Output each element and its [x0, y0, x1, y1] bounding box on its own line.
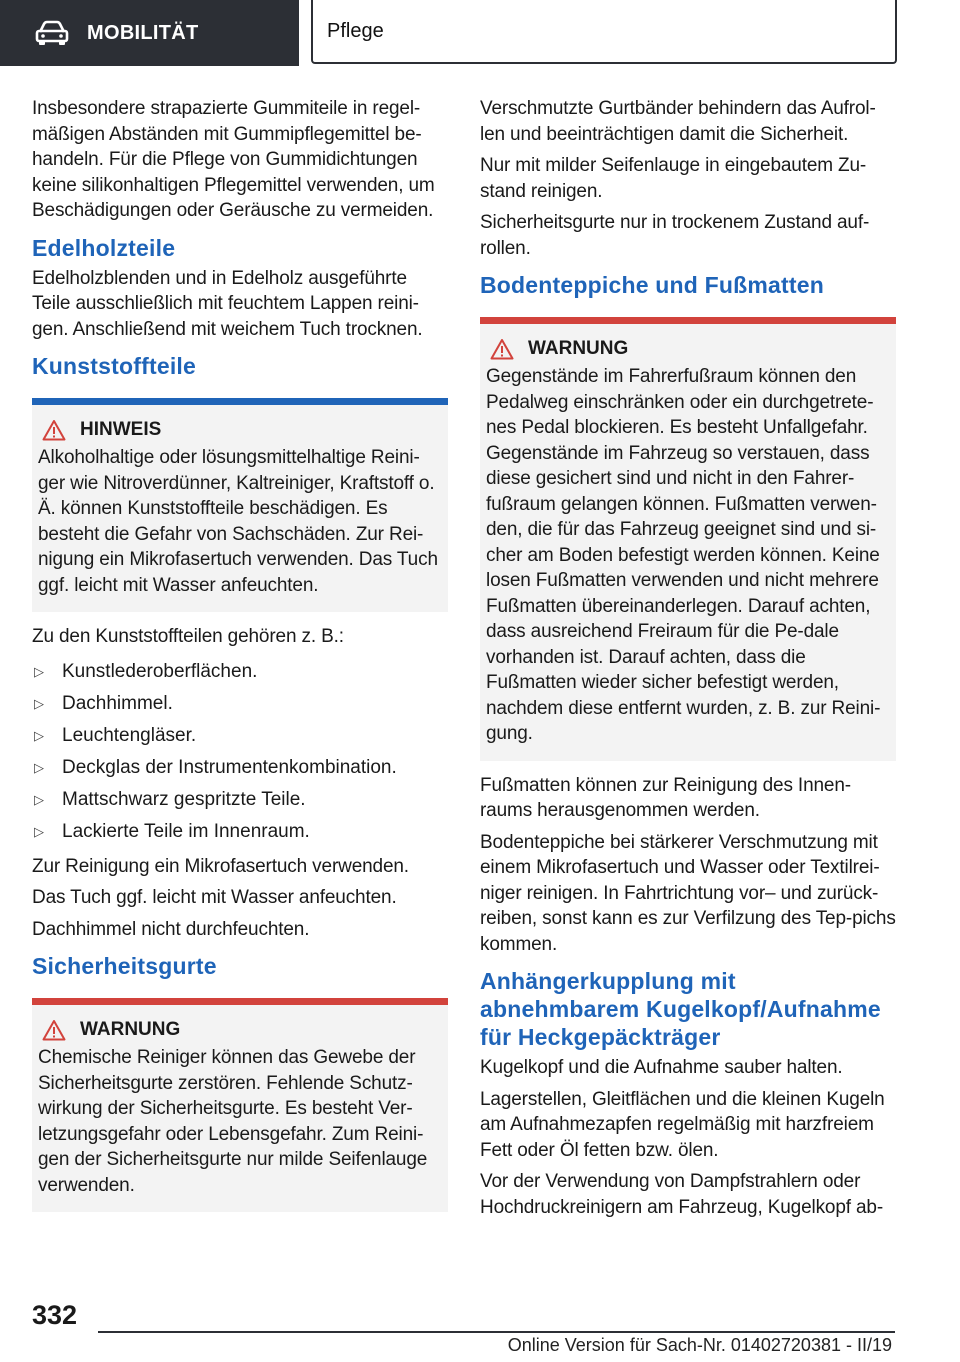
- hinweis-title: HINWEIS: [80, 419, 162, 440]
- kunst-paragraph-2: Das Tuch ggf. leicht mit Wasser anfeuchten.: [32, 887, 397, 908]
- left-column: [32, 96, 448, 1218]
- kunst-paragraph-3: Dachhimmel nicht durchfeuchten.: [32, 918, 310, 940]
- warning-triangle-icon: [42, 419, 66, 441]
- intro-paragraph: Insbesondere strapazierte Gummiteile in regel-mäßigen Abständen mit Gummipflegemittel be-handeln. Für die Pflege von Gummidichtungen keine silikonhaltigen Pflegemittel verwenden, um Beschädigungen oder Geräusche zu vermeiden.: [32, 98, 435, 221]
- triangle-bullet-icon: ▷: [34, 759, 44, 775]
- list-item: ▷ Leuchtengläser.: [32, 720, 448, 752]
- triangle-bullet-icon: ▷: [34, 823, 44, 839]
- warning-triangle-icon: [42, 1019, 66, 1041]
- gurte-warning-title: WARNUNG: [80, 1019, 181, 1040]
- section-title: Pflege: [327, 19, 384, 42]
- gurte-paragraph-3: Sicherheitsgurte nur in trockenem Zustand auf-rollen.: [480, 212, 870, 259]
- list-item: ▷ Deckglas der Instrumentenkombination.: [32, 752, 448, 784]
- boden-warning-title: WARNUNG: [528, 338, 629, 359]
- list-item: ▷ Lackierte Teile im Innenraum.: [32, 816, 448, 848]
- triangle-bullet-icon: ▷: [34, 695, 44, 711]
- gurte-paragraph-2: Nur mit milder Seifenlauge in eingebautem Zu-stand reinigen.: [480, 155, 867, 202]
- heading-kunststoffteile: Kunststoffteile: [32, 353, 196, 379]
- boden-paragraph-2: Bodenteppiche bei stärkerer Verschmutzung mit einem Mikrofasertuch und Wasser oder Textilrei-niger reinigen. In Fahrtrichtung vor– und zurück-reiben, sonst kann es zur Verfilzung des Tep-pichs kommen.: [480, 831, 896, 955]
- gurte-paragraph-1: Verschmutzte Gurtbänder behindern das Aufrol-len und beeinträchtigen damit die Sicherheit.: [480, 98, 876, 145]
- triangle-bullet-icon: ▷: [34, 791, 44, 807]
- footer-divider: [98, 1331, 895, 1333]
- heading-bodenteppiche: Bodenteppiche und Fußmatten: [480, 272, 824, 298]
- gurte-warning-box: [32, 998, 448, 1212]
- triangle-bullet-icon: ▷: [34, 727, 44, 743]
- kunst-intro: Zu den Kunststoffteilen gehören z. B.:: [32, 626, 344, 647]
- list-item: ▷ Kunstlederoberflächen.: [32, 656, 448, 688]
- page-number: 332: [32, 1300, 78, 1330]
- heading-sicherheitsgurte: Sicherheitsgurte: [32, 953, 217, 979]
- boden-warning-text: Gegenstände im Fahrerfußraum können den Pedalweg einschränken oder ein durchgetrete-nes Pedal blockieren. Es besteht Unfallgefahr. Gegenstände im Fahrzeug so verstauen, dass diese gesichert sind und nicht in den Fahrer-fußraum gelangen können. Fußmatten verwen-den, die für das Fahrzeug geeignet sind und si-cher am Boden befestigt werden können. Keine losen Fußmatten verwenden und nicht mehrere Fußmatten übereinanderlegen. Darauf achten, dass ausreichend Freiraum für die Pe-dale vorhanden ist. Darauf achten, dass die Fußmatten wieder sicher befestigt werden, nachdem diese entfernt wurden, z. B. zur Reini-gung.: [486, 366, 881, 744]
- hinweis-box: [32, 398, 448, 612]
- gurte-warning-text: Chemische Reiniger können das Gewebe der Sicherheitsgurte zerstören. Fehlende Schutz-wirkung der Sicherheitsgurte. Es besteht Ver-letzungsgefahr oder Lebensgefahr. Zum Reini-gen der Sicherheitsgurte nur milde Seifenlauge verwenden.: [38, 1047, 428, 1196]
- kunst-list: [32, 656, 448, 848]
- boden-paragraph-1: Fußmatten können zur Reinigung des Innen-raums herausgenommen werden.: [480, 774, 851, 821]
- edelholz-paragraph: Edelholzblenden und in Edelholz ausgeführte Teile ausschließlich mit feuchtem Lappen reini-gen. Anschließend mit weichem Tuch trocknen.: [32, 267, 423, 340]
- chapter-tab[interactable]: [0, 0, 299, 66]
- triangle-bullet-icon: ▷: [34, 663, 44, 679]
- warning-triangle-icon: [490, 338, 514, 360]
- anh-paragraph-2: Lagerstellen, Gleitflächen und die kleinen Kugeln am Aufnahmezapfen regelmäßig mit harzfreiem Fett oder Öl fetten bzw. ölen.: [480, 1088, 885, 1161]
- heading-edelholzteile: Edelholzteile: [32, 234, 176, 261]
- kunst-paragraph-1: Zur Reinigung ein Mikrofasertuch verwenden.: [32, 855, 409, 877]
- car-icon: [35, 20, 69, 46]
- list-item: ▷ Dachhimmel.: [32, 688, 448, 720]
- online-version-note: Online Version für Sach-Nr. 01402720381 - II/19: [507, 1335, 892, 1355]
- boden-warning-box: [480, 317, 896, 761]
- section-header: [311, 0, 897, 64]
- right-column: [480, 96, 896, 1226]
- heading-anhaengerkupplung: Anhängerkupplung mit abnehmbarem Kugelkopf/Aufnahme für Heckgepäckträger: [480, 968, 881, 1050]
- chapter-title: MOBILITÄT: [87, 21, 199, 44]
- anh-paragraph-3: Vor der Verwendung von Dampfstrahlern oder Hochdruckreinigern am Fahrzeug, Kugelkopf ab-: [480, 1171, 884, 1218]
- hinweis-text: Alkoholhaltige oder lösungsmittelhaltige Reini-ger wie Nitroverdünner, Kaltreiniger, Kraftstoff o. Ä. können Kunststoffteile beschädigen. Es besteht die Gefahr von Sachschäden. Zur Rei-nigung ein Mikrofasertuch verwenden. Das Tuch ggf. leicht mit Wasser anfeuchten.: [38, 447, 438, 596]
- list-item: ▷ Mattschwarz gespritzte Teile.: [32, 784, 448, 816]
- anh-paragraph-1: Kugelkopf und die Aufnahme sauber halten.: [480, 1057, 843, 1078]
